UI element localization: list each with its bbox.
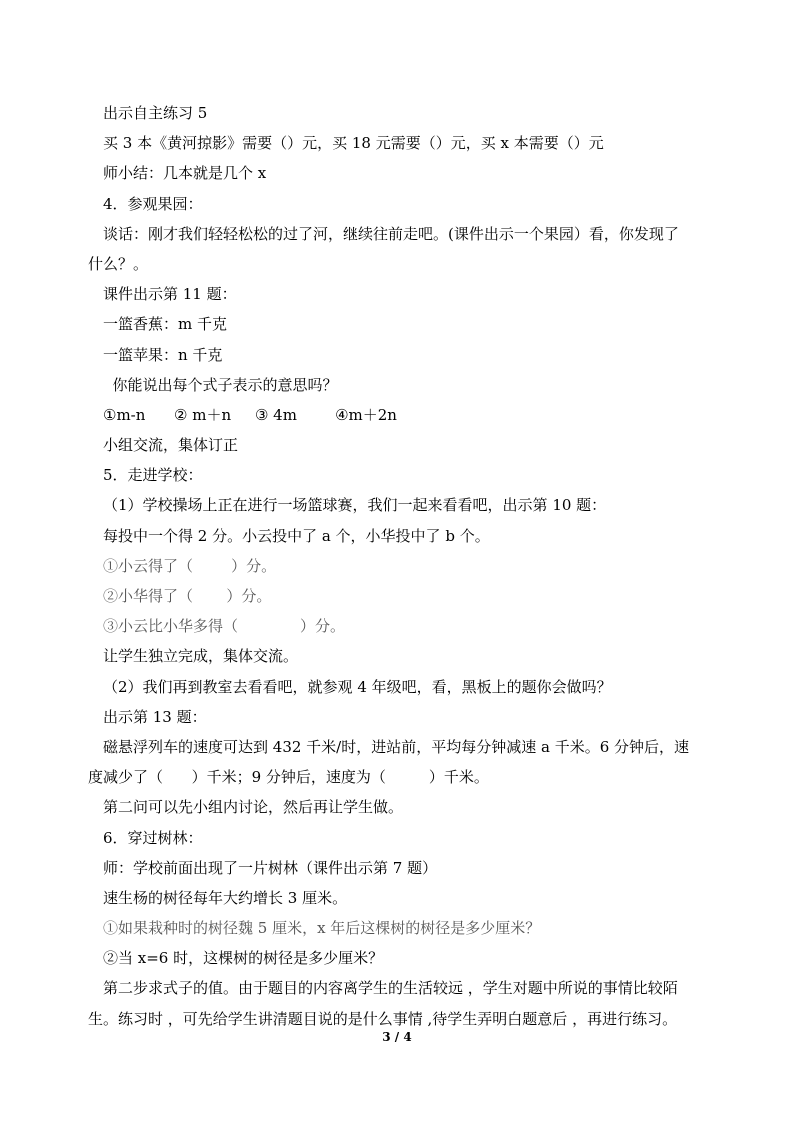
document-body [88,98,723,1034]
text-line: （2）我们再到教室去看看吧，就参观 4 年级吧，看，黑板上的题你会做吗？ [103,677,612,696]
text-line: 每投中一个得 2 分。小云投中了 a 个，小华投中了 b 个。 [103,526,490,545]
text-line: 师：学校前面出现了一片树林（课件出示第 7 题） [103,858,438,877]
section-heading: 6．穿过树林： [103,828,203,847]
question-line: ③小云比小华多得（ ）分。 [103,617,345,636]
text-line: 师小结：几本就是几个 x [103,164,267,183]
text-line-continuation: 什么？。 [88,254,149,273]
question-line: ①小云得了（ ）分。 [103,556,277,575]
text-line: 一篮苹果：n 千克 [103,345,223,364]
text-line: 出示自主练习 5 [103,104,208,122]
text-line: 磁悬浮列车的速度可达到 432 千米/时，进站前，平均每分钟减速 a 千米。6 分钟后，速 [103,737,690,756]
text-line: 第二步求式子的值。由于题目的内容离学生的生活较远 ，学生对题中所说的事情比较陌 [103,979,678,998]
text-line-continuation: 生。练习时 ，可先给学生讲清题目说的是什么事情 ,待学生弄明白题意后 ，再进行练习。 [88,1009,678,1028]
page-number: 3 / 4 [382,1030,412,1044]
text-line: 一篮香蕉：m 千克 [103,315,227,334]
text-line: 速生杨的树径每年大约增长 3 厘米。 [103,888,348,907]
text-line: 你能说出每个式子表示的意思吗？ [103,375,338,394]
text-line: 课件出示第 11 题： [103,285,237,304]
section-heading: 5．走进学校： [103,466,203,485]
question-line: ②小华得了（ ）分。 [103,587,272,605]
text-line: 第二问可以先小组内讨论，然后再让学生做。 [103,798,404,817]
text-line-continuation: 度减少了（ ）千米；9 分钟后，速度为（ ）千米。 [88,768,489,787]
text-line: （1）学校操场上正在进行一场篮球赛，我们一起来看看吧，出示第 10 题： [103,496,607,515]
text-line: 让学生独立完成，集体交流。 [103,647,299,666]
section-heading: 4．参观果园： [103,194,203,213]
text-line: 买 3 本《黄河掠影》需要（）元，买 18 元需要（）元，买 x 本需要（）元 [103,134,604,153]
expression-list: ①m-n ② m＋n ③ 4m ④m＋2n [103,405,397,424]
text-line: 小组交流，集体订正 [103,436,239,455]
question-line: ①如果栽种时的树径魏 5 厘米，x 年后这棵树的树径是多少厘米？ [103,919,541,938]
text-line: 谈话：刚才我们轻轻松松的过了河，继续往前走吧。(课件出示一个果园）看，你发现了 [103,224,679,243]
question-line: ②当 x=6 时，这棵树的树径是多少厘米？ [103,949,384,968]
text-line: 出示第 13 题： [103,707,207,726]
